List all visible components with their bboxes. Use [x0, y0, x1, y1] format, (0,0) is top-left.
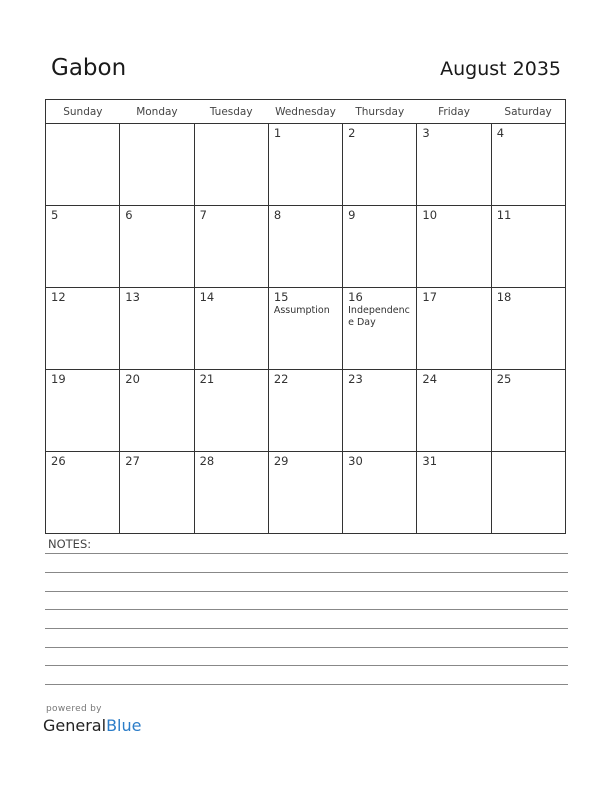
day-number: 25 [496, 372, 512, 386]
day-cell [491, 370, 565, 452]
week-row [46, 206, 566, 288]
day-number: 12 [51, 290, 66, 304]
week-row [46, 124, 566, 206]
day-number: 30 [348, 454, 363, 468]
note-line [45, 553, 568, 554]
day-cell [46, 124, 120, 206]
day-cell [491, 124, 565, 206]
day-cell [194, 452, 268, 534]
day-number: 26 [51, 454, 66, 468]
day-cell [120, 288, 194, 370]
weekday-tuesday: Tuesday [194, 100, 268, 124]
day-number: 7 [199, 208, 207, 222]
day-cell [268, 206, 342, 288]
day-number: 18 [496, 290, 512, 304]
weekday-saturday: Saturday [491, 100, 565, 124]
day-cell [417, 124, 491, 206]
weekday-header-row [46, 100, 566, 124]
day-number: 20 [125, 372, 140, 386]
day-cell [120, 124, 194, 206]
day-cell [343, 124, 417, 206]
day-cell [46, 370, 120, 452]
week-row [46, 370, 566, 452]
weekday-monday: Monday [120, 100, 194, 124]
day-number: 1 [273, 126, 282, 140]
notes-label: NOTES: [48, 537, 92, 551]
note-line [45, 572, 568, 573]
day-cell [120, 206, 194, 288]
day-cell [194, 206, 268, 288]
day-cell [491, 206, 565, 288]
day-number: 11 [496, 208, 512, 222]
note-line [45, 665, 568, 666]
day-cell [194, 370, 268, 452]
week-row [46, 452, 566, 534]
day-number: 28 [199, 454, 215, 468]
generalblue-logo[interactable] [43, 716, 141, 735]
day-cell [268, 288, 342, 370]
day-number: 23 [348, 372, 363, 386]
day-number: 8 [273, 208, 282, 222]
day-cell [268, 452, 342, 534]
day-number: 4 [496, 126, 505, 140]
day-cell [491, 452, 565, 534]
powered-by-text: powered by [46, 704, 102, 714]
day-cell [120, 452, 194, 534]
month-year-title: August 2035 [440, 58, 561, 80]
day-number: 2 [348, 126, 356, 140]
brand-blue-text: Blue [106, 716, 142, 735]
day-cell [194, 288, 268, 370]
note-line [45, 647, 568, 648]
day-number: 19 [51, 372, 66, 386]
day-cell [417, 288, 491, 370]
day-cell [417, 370, 491, 452]
weekday-sunday: Sunday [46, 100, 120, 124]
day-number: 17 [422, 290, 438, 304]
note-line [45, 684, 568, 685]
day-cell [46, 206, 120, 288]
day-number: 15 [273, 290, 289, 304]
day-cell [343, 206, 417, 288]
day-cell [417, 452, 491, 534]
brand-general-text: General [43, 716, 107, 735]
note-line [45, 591, 568, 592]
day-number: 22 [273, 372, 289, 386]
weekday-friday: Friday [417, 100, 491, 124]
day-cell [268, 370, 342, 452]
day-cell [194, 124, 268, 206]
day-cell [417, 206, 491, 288]
day-number: 27 [125, 454, 140, 468]
day-cell [120, 370, 194, 452]
day-cell [46, 452, 120, 534]
day-number: 21 [199, 372, 215, 386]
day-number: 24 [422, 372, 438, 386]
day-number: 16 [348, 290, 363, 304]
day-number: 5 [51, 208, 59, 222]
day-number: 6 [125, 208, 133, 222]
day-cell [46, 288, 120, 370]
day-number: 13 [125, 290, 140, 304]
day-cell [268, 124, 342, 206]
day-cell [491, 288, 565, 370]
holiday-label: Independence Day [348, 305, 410, 328]
day-number: 9 [348, 208, 356, 222]
weekday-wednesday: Wednesday [268, 100, 342, 124]
day-number: 10 [422, 208, 438, 222]
day-number: 14 [199, 290, 215, 304]
holiday-label: Assumption [273, 305, 330, 316]
day-cell [343, 370, 417, 452]
calendar-grid [45, 99, 566, 534]
note-line [45, 628, 568, 629]
day-number: 31 [422, 454, 438, 468]
week-row [46, 288, 566, 370]
weekday-thursday: Thursday [343, 100, 417, 124]
country-title: Gabon [51, 55, 127, 81]
day-cell [343, 452, 417, 534]
note-line [45, 609, 568, 610]
day-number: 29 [273, 454, 289, 468]
day-number: 3 [422, 126, 430, 140]
day-cell [343, 288, 417, 370]
